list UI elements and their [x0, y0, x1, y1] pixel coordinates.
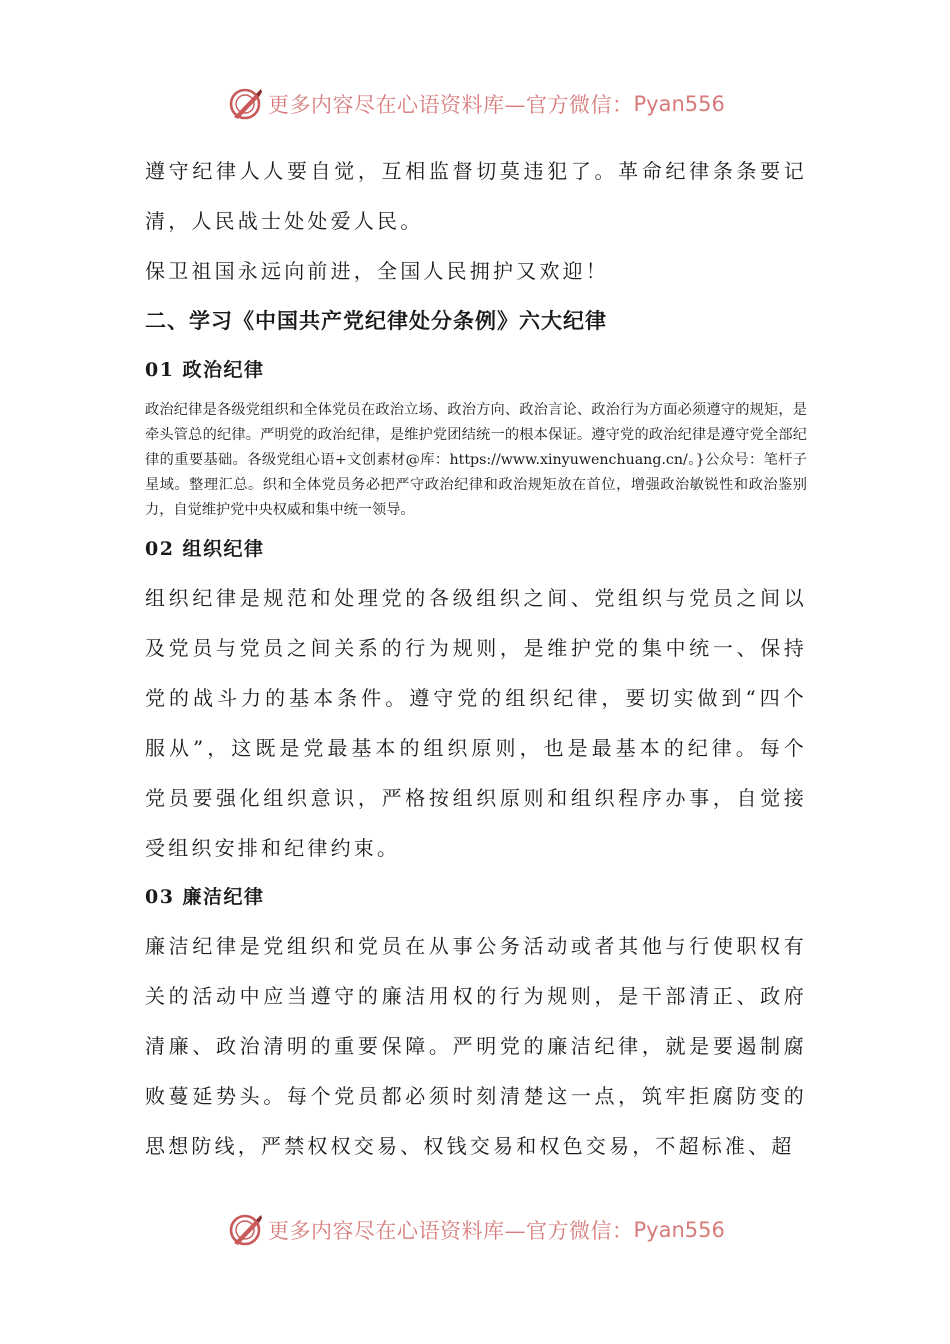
section-title-integrity: 03 廉洁纪律 [145, 886, 265, 908]
paragraph-1: 遵守纪律人人要自觉，互相监督切莫违犯了。革命纪律条条要记清，人民战士处处爱人民。 [145, 159, 807, 233]
header-wechat-id: Pyan556 [633, 92, 725, 116]
footer-wechat-id: Pyan556 [633, 1218, 725, 1242]
section-text-organizational: 组织纪律是规范和处理党的各级组织之间、党组织与党员之间以及党员与党员之间关系的行为规则，是维护党的集中统一、保持党的战斗力的基本条件。遵守党的组织纪律，要切实做到“四个服从”，这既是党最基本的组织原则，也是最基本的纪律。每个党员要强化组织意识，严格按组织原则和组织程序办事，自觉接受组织安排和纪律约束。 [145, 586, 807, 860]
document-body [145, 146, 807, 1171]
quill-logo-icon [228, 1212, 264, 1248]
section-text-integrity: 廉洁纪律是党组织和党员在从事公务活动或者其他与行使职权有关的活动中应当遵守的廉洁用权的行为规则，是干部清正、政府清廉、政治清明的重要保障。严明党的廉洁纪律，就是要遏制腐败蔓延势头。每个党员都必须时刻清楚这一点，筑牢拒腐防变的思想防线，严禁权权交易、权钱交易和权色交易，不超标准、超 [145, 934, 807, 1158]
section-title-organizational: 02 组织纪律 [145, 538, 265, 560]
section-heading: 二、学习《中国共产党纪律处分条例》六大纪律 [145, 309, 607, 333]
header-banner-text: 更多内容尽在心语资料库—官方微信： [268, 93, 634, 117]
footer-banner [228, 1210, 748, 1250]
quill-logo-icon [228, 86, 264, 122]
header-banner [228, 84, 748, 124]
section-text-political: 政治纪律是各级党组织和全体党员在政治立场、政治方向、政治言论、政治行为方面必须遵守的规矩，是牵头管总的纪律。严明党的政治纪律，是维护党团结统一的根本保证。遵守党的政治纪律是遵守党全部纪律的重要基础。各级党组心语+文创素材@库：https://www.xinyuwenchuang.cn/。}公众号：笔杆子星域。整理汇总。织和全体党员务必把严守政治纪律和政治规矩放在首位，增强政治敏锐性和政治鉴别力，自觉维护党中央权威和集中统一领导。 [145, 402, 807, 518]
section-title-political: 01 政治纪律 [145, 359, 265, 381]
footer-banner-text: 更多内容尽在心语资料库—官方微信： [268, 1219, 634, 1243]
paragraph-2: 保卫祖国永远向前进，全国人民拥护又欢迎！ [145, 259, 609, 283]
